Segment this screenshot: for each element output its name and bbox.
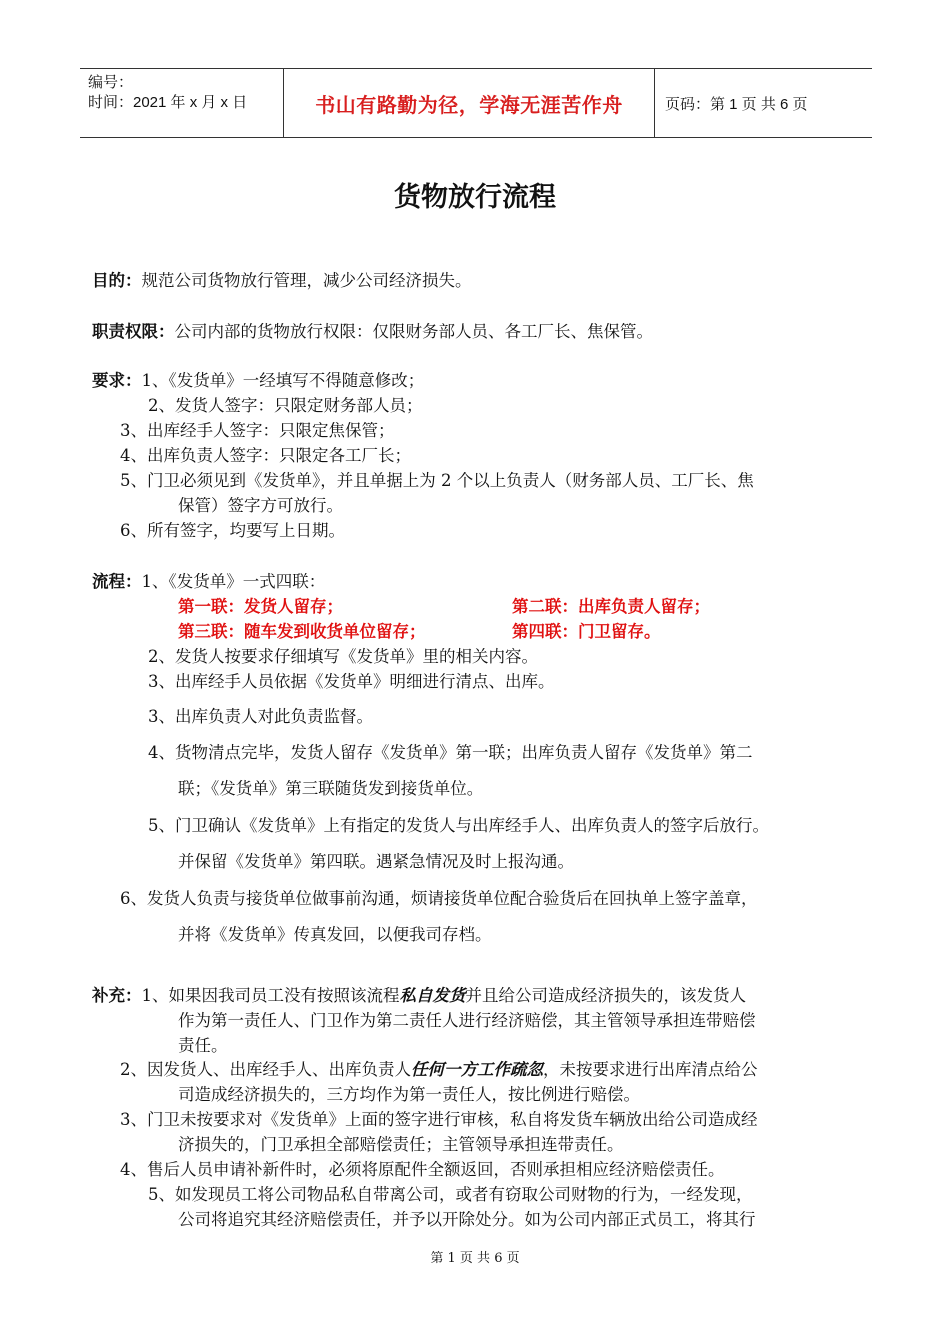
authority-line <box>92 321 653 343</box>
process-item-2: 2、发货人按要求仔细填写《发货单》里的相关内容。 <box>148 647 538 666</box>
process-item-5-cont: 并保留《发货单》第四联。遇紧急情况及时上报沟通。 <box>178 852 574 871</box>
copy-1: 第一联：发货人留存； <box>178 597 343 616</box>
purpose-label: 目的： <box>92 271 142 290</box>
process-item-6-cont: 并将《发货单》传真发回，以便我司存档。 <box>178 925 492 944</box>
header-motto: 书山有路勤为径，学海无涯苦作舟 <box>315 92 623 117</box>
process-label: 流程： <box>92 572 142 591</box>
purpose-text: 规范公司货物放行管理，减少公司经济损失。 <box>141 271 472 290</box>
supplement-item-3: 3、门卫未按要求对《发货单》上面的签字进行审核，私自将发货车辆放出给公司造成经 <box>120 1110 758 1129</box>
authority-text: 公司内部的货物放行权限：仅限财务部人员、各工厂长、焦保管。 <box>174 322 653 341</box>
header-left-cell <box>80 69 283 137</box>
purpose-line <box>92 270 472 292</box>
supplement-item-1: 补充：1、如果因我司员工没有按照该流程私自发货并且给公司造成经济损失的，该发货人 <box>92 986 746 1005</box>
page-info: 页码：第 1 页 共 6 页 <box>665 96 808 113</box>
supplement-item-2: 2、因发货人、出库经手人、出库负责人任何一方工作疏忽，未按要求进行出库清点给公 <box>120 1060 758 1079</box>
process-item-3: 3、出库经手人员依据《发货单》明细进行清点、出库。 <box>148 672 555 691</box>
emphasis-private-shipping: 私自发货 <box>399 986 466 1005</box>
requirement-item-3: 3、出库经手人签字：只限定焦保管； <box>120 421 395 440</box>
requirement-item-6: 6、所有签字，均要写上日期。 <box>120 521 345 540</box>
requirement-item-2: 2、发货人签字：只限定财务部人员； <box>148 396 423 415</box>
supplement-item-5-cont: 公司将追究其经济赔偿责任，并予以开除处分。如为公司内部正式员工，将其行 <box>178 1210 756 1229</box>
header-table <box>80 68 872 138</box>
supplement-item-1-cont: 作为第一责任人、门卫作为第二责任人进行经济赔偿，其主管领导承担连带赔偿 <box>178 1011 756 1030</box>
supplement-label: 补充： <box>92 986 142 1005</box>
page-title: 货物放行流程 <box>394 182 556 213</box>
emphasis-negligence: 任何一方工作疏忽 <box>411 1060 543 1079</box>
copy-2: 第二联：出库负责人留存； <box>512 597 710 616</box>
page-footer: 第 1 页 共 6 页 <box>430 1251 520 1266</box>
supplement-item-2-cont: 司造成经济损失的，三方均作为第一责任人，按比例进行赔偿。 <box>178 1085 640 1104</box>
requirement-item-4: 4、出库负责人签字：只限定各工厂长； <box>120 446 411 465</box>
supplement-item-5: 5、如发现员工将公司物品私自带离公司，或者有窃取公司财物的行为，一经发现， <box>148 1185 753 1204</box>
authority-label: 职责权限： <box>92 322 175 341</box>
copy-3: 第三联：随车发到收货单位留存； <box>178 622 426 641</box>
copy-4: 第四联：门卫留存。 <box>512 622 661 641</box>
requirement-item-1: 要求：1、《发货单》一经填写不得随意修改； <box>92 371 425 390</box>
document-number: 编号： <box>88 74 134 91</box>
process-item-4-cont: 联；《发货单》第三联随货发到接货单位。 <box>178 779 484 798</box>
requirement-item-5: 5、门卫必须见到《发货单》，并且单据上为 2 个以上负责人（财务部人员、工厂长、焦 <box>120 471 754 490</box>
process-item-4: 4、货物清点完毕，发货人留存《发货单》第一联；出库负责人留存《发货单》第二 <box>148 743 753 762</box>
supplement-item-1-cont2: 责任。 <box>178 1036 228 1055</box>
header-middle-cell <box>283 69 655 137</box>
header-right-cell <box>655 69 872 137</box>
process-item-5: 5、门卫确认《发货单》上有指定的发货人与出库经手人、出库负责人的签字后放行。 <box>148 816 769 835</box>
requirement-item-5-cont: 保管）签字方可放行。 <box>178 496 343 515</box>
process-item-3b: 3、出库负责人对此负责监督。 <box>148 707 373 726</box>
requirements-label: 要求： <box>92 371 142 390</box>
process-item-1: 流程：1、《发货单》一式四联： <box>92 572 326 591</box>
document-time: 时间：2021 年 x 月 x 日 <box>88 94 248 111</box>
supplement-item-4: 4、售后人员申请补新件时，必须将原配件全额返回，否则承担相应经济赔偿责任。 <box>120 1160 725 1179</box>
supplement-item-3-cont: 济损失的，门卫承担全部赔偿责任；主管领导承担连带责任。 <box>178 1135 624 1154</box>
process-item-6: 6、发货人负责与接货单位做事前沟通，烦请接货单位配合验货后在回执单上签字盖章， <box>120 889 758 908</box>
